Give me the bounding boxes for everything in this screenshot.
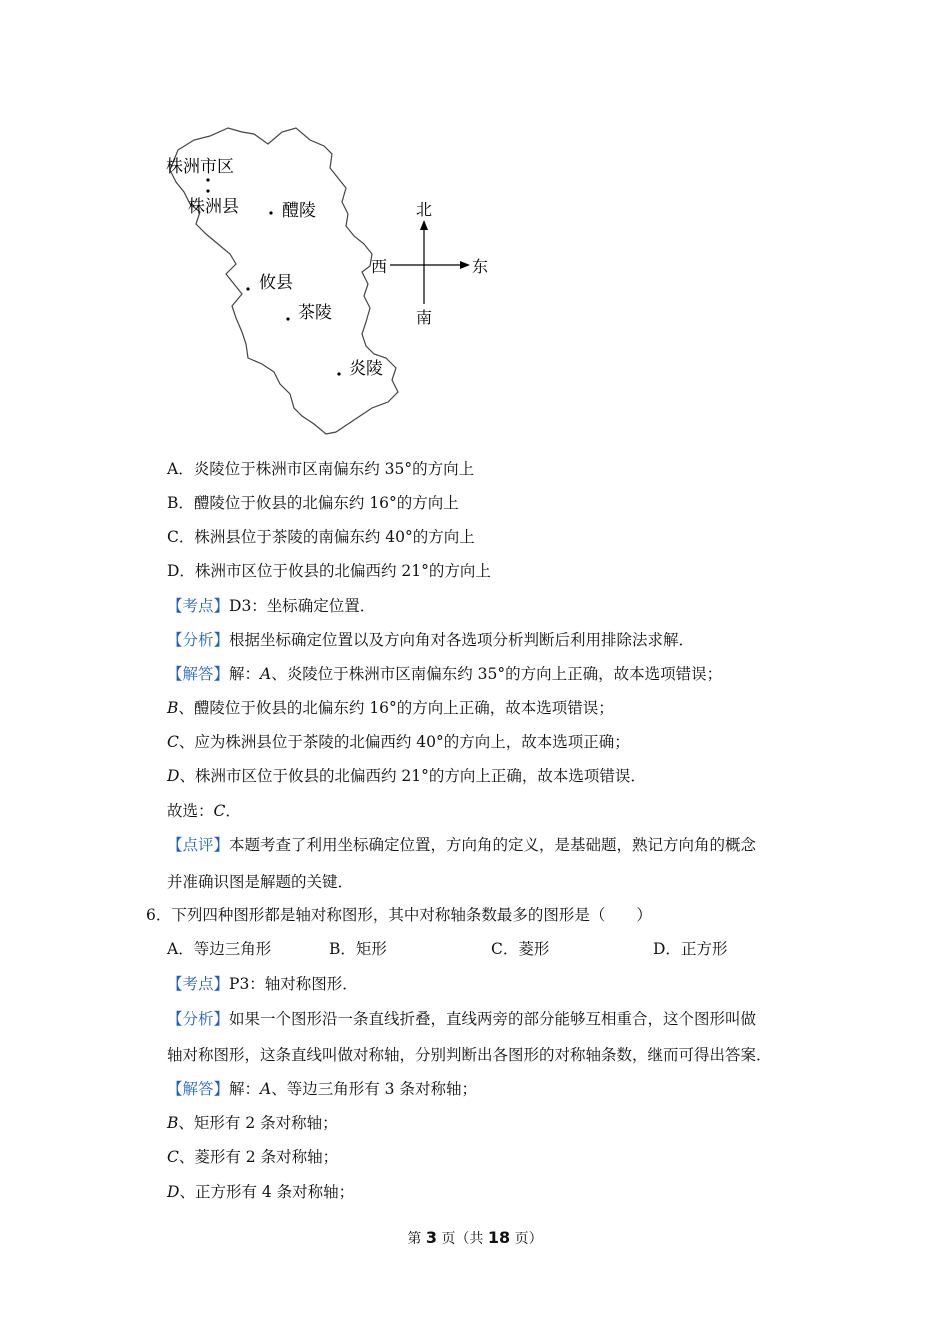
fenxi-text: 如果一个图形沿一条直线折叠，直线两旁的部分能够互相重合，这个图形叫做: [229, 1010, 757, 1028]
option-text: 正方形: [680, 940, 728, 958]
option-text: 炎陵位于株洲市区南偏东约 35°的方向上: [193, 460, 475, 478]
option-text: 菱形: [518, 940, 550, 958]
q5-dianping: [167, 834, 756, 856]
dianping-tag: 【点评】: [167, 836, 230, 854]
option-text: 株洲市区位于攸县的北偏西约 21°的方向上: [194, 562, 491, 580]
jieda-text: 、等边三角形有 3 条对称轴；: [271, 1080, 477, 1098]
compass-east-label: 东: [472, 257, 489, 276]
option-letter: D．: [167, 562, 195, 580]
choice-suffix: ．: [225, 802, 241, 820]
label-zhuzhou-city: 株洲市区: [166, 157, 234, 177]
q6-option-b: [329, 938, 491, 960]
option-letter: B．: [167, 494, 194, 512]
q5-option-d: [167, 560, 491, 582]
dot-liling: [269, 211, 272, 214]
dot-youxian: [246, 287, 249, 290]
dot-yanling: [337, 372, 340, 375]
jieda-text: 、炎陵位于株洲市区南偏东约 35°的方向上正确，故本选项错误；: [271, 665, 723, 683]
q6-jieda-a: [167, 1078, 477, 1100]
option-text: 矩形: [355, 940, 387, 958]
q5-option-a: [167, 458, 474, 480]
map-svg: [150, 118, 500, 448]
kaodian-tag: 【考点】: [167, 597, 230, 615]
fenxi-text-cont: 轴对称图形，这条直线叫做对称轴，分别判断出各图形的对称轴条数，继而可得出答案．: [167, 1046, 772, 1064]
dot-zhuzhou-county: [206, 189, 209, 192]
option-letter: A．: [167, 460, 194, 478]
option-letter: B．: [329, 940, 356, 958]
jieda-text: 、菱形有 2 条对称轴；: [178, 1148, 339, 1166]
label-youxian: 攸县: [259, 273, 293, 293]
q6-jieda-d: [167, 1181, 354, 1203]
page-total: 18: [487, 1228, 511, 1247]
label-yanling: 炎陵: [349, 359, 383, 379]
q5-choice: [167, 800, 241, 822]
label-liling: 醴陵: [282, 201, 316, 221]
label-chaling: 茶陵: [298, 303, 332, 323]
q6-stem: 6．下列四种图形都是轴对称图形，其中对称轴条数最多的图形是（ ）: [146, 906, 652, 924]
q5-fenxi: [167, 629, 694, 651]
option-text: 醴陵位于攸县的北偏东约 16°的方向上: [193, 494, 459, 512]
q5-jieda-a: [167, 663, 722, 685]
page-number: 3: [425, 1228, 437, 1247]
label-zhuzhou-county: 株洲县: [188, 197, 239, 217]
jieda-letter: B: [167, 1114, 179, 1132]
compass-north-label: 北: [416, 200, 433, 219]
jieda-letter: D: [167, 767, 180, 785]
jieda-letter: C: [167, 1148, 179, 1166]
q5-dianping-cont: [167, 871, 353, 893]
choice-letter: C: [213, 802, 226, 820]
option-text: 株洲县位于茶陵的南偏东约 40°的方向上: [194, 528, 475, 546]
jieda-letter: C: [167, 733, 179, 751]
q6-option-d: [653, 938, 727, 960]
footer-pre: 第: [407, 1231, 426, 1247]
fenxi-tag: 【分析】: [167, 1010, 230, 1028]
q6-jieda-c: [167, 1146, 338, 1168]
jieda-letter: A: [260, 665, 272, 683]
option-letter: A．: [167, 940, 194, 958]
jieda-text: 、正方形有 4 条对称轴；: [179, 1183, 355, 1201]
jieda-text: 、矩形有 2 条对称轴；: [178, 1114, 338, 1132]
q6-options: [167, 938, 767, 960]
page-footer: [0, 1228, 950, 1248]
compass-south-label: 南: [416, 308, 433, 327]
q5-option-c: [167, 526, 475, 548]
q6-option-c: [491, 938, 653, 960]
jieda-letter: A: [260, 1080, 272, 1098]
jieda-text: 、醴陵位于攸县的北偏东约 16°的方向上正确，故本选项错误；: [178, 699, 614, 717]
jieda-letter: D: [167, 1183, 180, 1201]
q6-option-a: [167, 938, 329, 960]
jieda-tag: 【解答】: [167, 1080, 230, 1098]
fenxi-tag: 【分析】: [167, 631, 230, 649]
dianping-text: 本题考查了利用坐标确定位置，方向角的定义，是基础题，熟记方向角的概念: [229, 836, 757, 854]
jieda-tag: 【解答】: [167, 665, 230, 683]
kaodian-text: P3：轴对称图形．: [229, 975, 358, 993]
jieda-prefix: 解：: [229, 665, 261, 683]
option-text: 等边三角形: [193, 940, 272, 958]
footer-mid: 页（共: [436, 1231, 488, 1247]
footer-post: 页）: [510, 1231, 543, 1247]
jieda-text: 、应为株洲县位于茶陵的北偏西约 40°的方向上，故本选项正确；: [178, 733, 630, 751]
compass-east-arrow: [460, 261, 470, 269]
option-letter: C．: [491, 940, 519, 958]
fenxi-text: 根据坐标确定位置以及方向角对各选项分析判断后利用排除法求解．: [229, 631, 695, 649]
q6-fenxi: [167, 1008, 756, 1030]
q5-kaodian: [167, 595, 375, 617]
jieda-letter: B: [167, 699, 179, 717]
dot-chaling: [286, 317, 289, 320]
jieda-text: 、株洲市区位于攸县的北偏西约 21°的方向上正确，故本选项错误．: [179, 767, 646, 785]
compass-west-label: 西: [371, 257, 388, 276]
q6-fenxi-cont: [167, 1044, 772, 1066]
q5-option-b: [167, 492, 459, 514]
q5-jieda-c: [167, 731, 630, 753]
q6-jieda-b: [167, 1112, 338, 1134]
q6-kaodian: [167, 973, 358, 995]
option-letter: C．: [167, 528, 195, 546]
jieda-prefix: 解：: [229, 1080, 261, 1098]
kaodian-text: D3：坐标确定位置．: [229, 597, 376, 615]
choice-prefix: 故选：: [167, 802, 214, 820]
q5-jieda-d: [167, 765, 646, 787]
dot-zhuzhou-city: [206, 178, 209, 181]
dianping-text-cont: 并准确识图是解题的关键．: [167, 873, 354, 891]
option-letter: D．: [653, 940, 681, 958]
zhuzhou-map-figure: [150, 118, 500, 448]
q5-jieda-b: [167, 697, 614, 719]
compass-north-arrow: [420, 220, 428, 230]
kaodian-tag: 【考点】: [167, 975, 230, 993]
